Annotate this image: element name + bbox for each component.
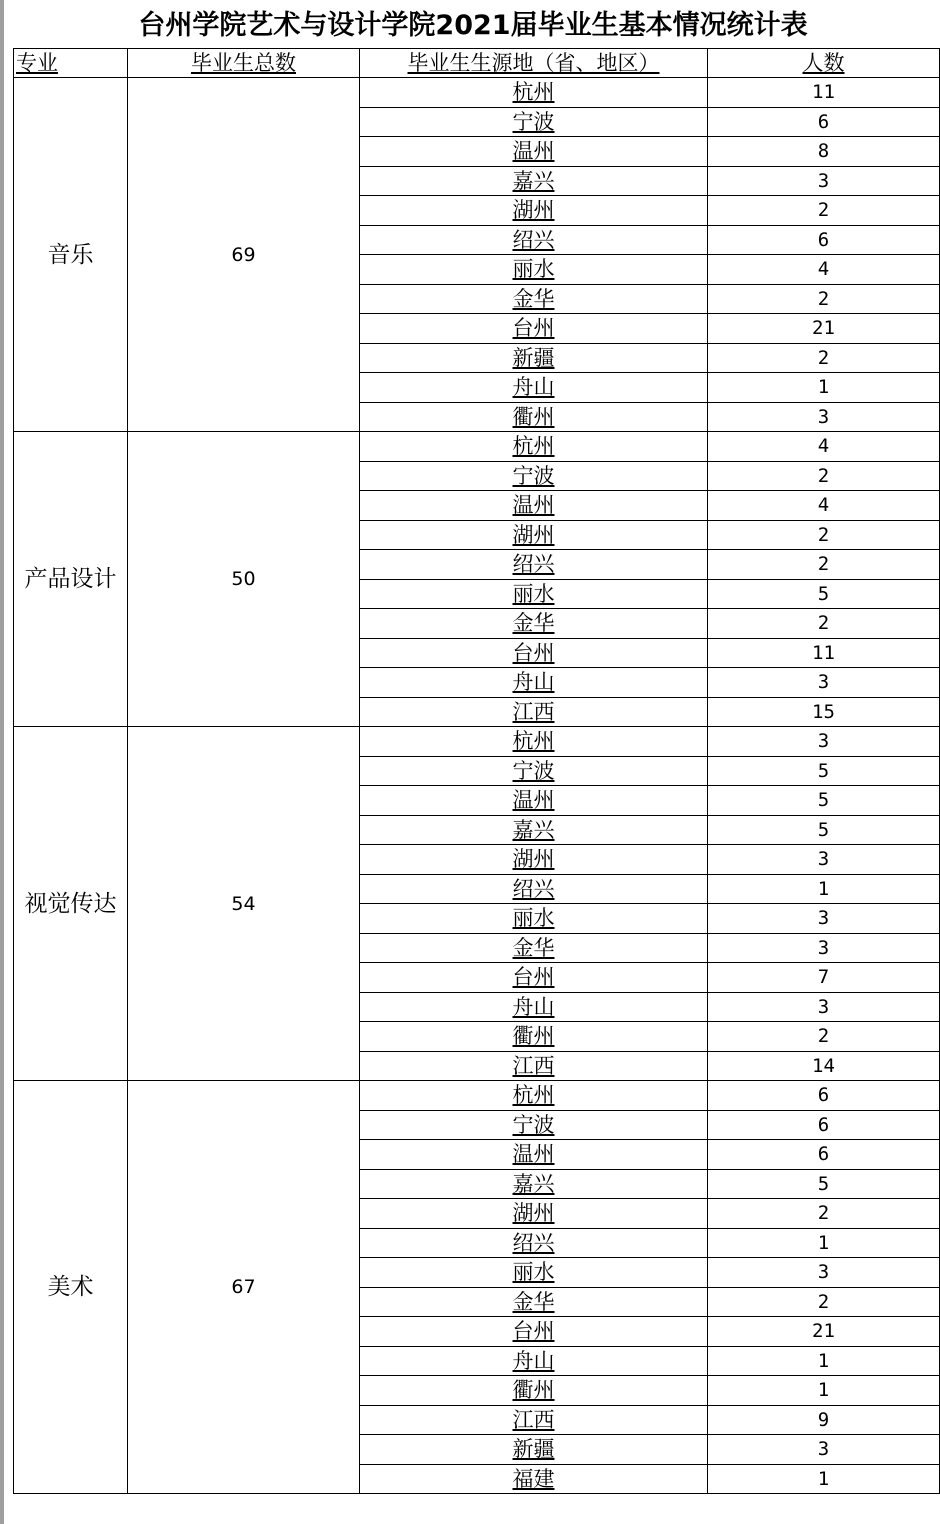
count-cell[interactable]: 2	[708, 609, 940, 639]
count-cell[interactable]: 6	[708, 1140, 940, 1170]
count-cell[interactable]: 3	[708, 668, 940, 698]
count-cell[interactable]: 1	[708, 874, 940, 904]
count-cell[interactable]: 6	[708, 1110, 940, 1140]
count-cell[interactable]: 5	[708, 786, 940, 816]
sheet-title: 台州学院艺术与设计学院2021届毕业生基本情况统计表	[138, 10, 808, 41]
origin-cell[interactable]: 衢州	[360, 1022, 708, 1052]
count-cell[interactable]: 1	[708, 373, 940, 403]
count-cell[interactable]: 2	[708, 520, 940, 550]
origin-cell[interactable]: 绍兴	[360, 225, 708, 255]
origin-cell[interactable]: 福建	[360, 1464, 708, 1494]
origin-cell[interactable]: 湖州	[360, 520, 708, 550]
count-cell[interactable]: 5	[708, 756, 940, 786]
count-cell[interactable]: 5	[708, 579, 940, 609]
table-row	[14, 78, 940, 108]
origin-cell[interactable]: 嘉兴	[360, 166, 708, 196]
major-cell[interactable]: 音乐	[14, 78, 128, 432]
origin-cell[interactable]: 丽水	[360, 579, 708, 609]
origin-cell[interactable]: 台州	[360, 638, 708, 668]
origin-cell[interactable]: 绍兴	[360, 1228, 708, 1258]
count-cell[interactable]: 3	[708, 992, 940, 1022]
count-cell[interactable]: 3	[708, 1258, 940, 1288]
origin-cell[interactable]: 新疆	[360, 343, 708, 373]
origin-cell[interactable]: 湖州	[360, 1199, 708, 1229]
table-row	[14, 1081, 940, 1111]
count-cell[interactable]: 1	[708, 1228, 940, 1258]
count-cell[interactable]: 14	[708, 1051, 940, 1081]
count-cell[interactable]: 2	[708, 550, 940, 580]
origin-cell[interactable]: 江西	[360, 1051, 708, 1081]
origin-cell[interactable]: 衢州	[360, 1376, 708, 1406]
count-cell[interactable]: 3	[708, 1435, 940, 1465]
count-cell[interactable]: 3	[708, 166, 940, 196]
origin-cell[interactable]: 丽水	[360, 1258, 708, 1288]
header-count[interactable]: 人数	[708, 49, 940, 78]
header-origin[interactable]: 毕业生生源地（省、地区）	[360, 49, 708, 78]
origin-cell[interactable]: 台州	[360, 1317, 708, 1347]
total-cell[interactable]: 69	[128, 78, 360, 432]
count-cell[interactable]: 1	[708, 1346, 940, 1376]
count-cell[interactable]: 4	[708, 491, 940, 521]
table-row	[14, 727, 940, 757]
count-cell[interactable]: 11	[708, 638, 940, 668]
origin-cell[interactable]: 新疆	[360, 1435, 708, 1465]
count-cell[interactable]: 2	[708, 196, 940, 226]
count-cell[interactable]: 15	[708, 697, 940, 727]
origin-cell[interactable]: 金华	[360, 933, 708, 963]
count-cell[interactable]: 9	[708, 1405, 940, 1435]
count-cell[interactable]: 2	[708, 1287, 940, 1317]
origin-cell[interactable]: 杭州	[360, 78, 708, 108]
total-cell[interactable]: 67	[128, 1081, 360, 1494]
origin-cell[interactable]: 宁波	[360, 1110, 708, 1140]
origin-cell[interactable]: 温州	[360, 491, 708, 521]
count-cell[interactable]: 6	[708, 107, 940, 137]
origin-cell[interactable]: 温州	[360, 137, 708, 167]
origin-cell[interactable]: 杭州	[360, 432, 708, 462]
graduate-statistics-table	[13, 48, 940, 1494]
count-cell[interactable]: 2	[708, 1199, 940, 1229]
count-cell[interactable]: 3	[708, 904, 940, 934]
origin-cell[interactable]: 绍兴	[360, 874, 708, 904]
origin-cell[interactable]: 金华	[360, 284, 708, 314]
origin-cell[interactable]: 衢州	[360, 402, 708, 432]
origin-cell[interactable]: 舟山	[360, 668, 708, 698]
origin-cell[interactable]: 舟山	[360, 1346, 708, 1376]
origin-cell[interactable]: 温州	[360, 786, 708, 816]
count-cell[interactable]: 1	[708, 1376, 940, 1406]
count-cell[interactable]: 2	[708, 461, 940, 491]
origin-cell[interactable]: 湖州	[360, 845, 708, 875]
origin-cell[interactable]: 杭州	[360, 1081, 708, 1111]
count-cell[interactable]: 4	[708, 432, 940, 462]
origin-cell[interactable]: 丽水	[360, 255, 708, 285]
count-cell[interactable]: 5	[708, 815, 940, 845]
origin-cell[interactable]: 绍兴	[360, 550, 708, 580]
header-row	[14, 49, 940, 78]
count-cell[interactable]: 5	[708, 1169, 940, 1199]
origin-cell[interactable]: 宁波	[360, 461, 708, 491]
count-cell[interactable]: 21	[708, 314, 940, 344]
origin-cell[interactable]: 江西	[360, 1405, 708, 1435]
origin-cell[interactable]: 台州	[360, 314, 708, 344]
count-cell[interactable]: 21	[708, 1317, 940, 1347]
count-cell[interactable]: 1	[708, 1464, 940, 1494]
origin-cell[interactable]: 丽水	[360, 904, 708, 934]
count-cell[interactable]: 2	[708, 1022, 940, 1052]
count-cell[interactable]: 11	[708, 78, 940, 108]
major-cell[interactable]: 视觉传达	[14, 727, 128, 1081]
origin-cell[interactable]: 嘉兴	[360, 815, 708, 845]
major-cell[interactable]: 产品设计	[14, 432, 128, 727]
header-major[interactable]: 专业	[14, 49, 128, 78]
origin-cell[interactable]: 宁波	[360, 107, 708, 137]
origin-cell[interactable]: 宁波	[360, 756, 708, 786]
count-cell[interactable]: 3	[708, 933, 940, 963]
table-body	[14, 78, 940, 1494]
origin-cell[interactable]: 嘉兴	[360, 1169, 708, 1199]
origin-cell[interactable]: 温州	[360, 1140, 708, 1170]
origin-cell[interactable]: 舟山	[360, 992, 708, 1022]
origin-cell[interactable]: 杭州	[360, 727, 708, 757]
total-cell[interactable]: 54	[128, 727, 360, 1081]
header-total[interactable]: 毕业生总数	[128, 49, 360, 78]
count-cell[interactable]: 3	[708, 727, 940, 757]
origin-cell[interactable]: 舟山	[360, 373, 708, 403]
major-cell[interactable]: 美术	[14, 1081, 128, 1494]
count-cell[interactable]: 8	[708, 137, 940, 167]
origin-cell[interactable]: 湖州	[360, 196, 708, 226]
count-cell[interactable]: 7	[708, 963, 940, 993]
origin-cell[interactable]: 金华	[360, 609, 708, 639]
origin-cell[interactable]: 金华	[360, 1287, 708, 1317]
count-cell[interactable]: 6	[708, 225, 940, 255]
origin-cell[interactable]: 江西	[360, 697, 708, 727]
total-cell[interactable]: 50	[128, 432, 360, 727]
count-cell[interactable]: 4	[708, 255, 940, 285]
origin-cell[interactable]: 台州	[360, 963, 708, 993]
table-row	[14, 432, 940, 462]
count-cell[interactable]: 3	[708, 402, 940, 432]
count-cell[interactable]: 2	[708, 343, 940, 373]
count-cell[interactable]: 6	[708, 1081, 940, 1111]
count-cell[interactable]: 3	[708, 845, 940, 875]
count-cell[interactable]: 2	[708, 284, 940, 314]
